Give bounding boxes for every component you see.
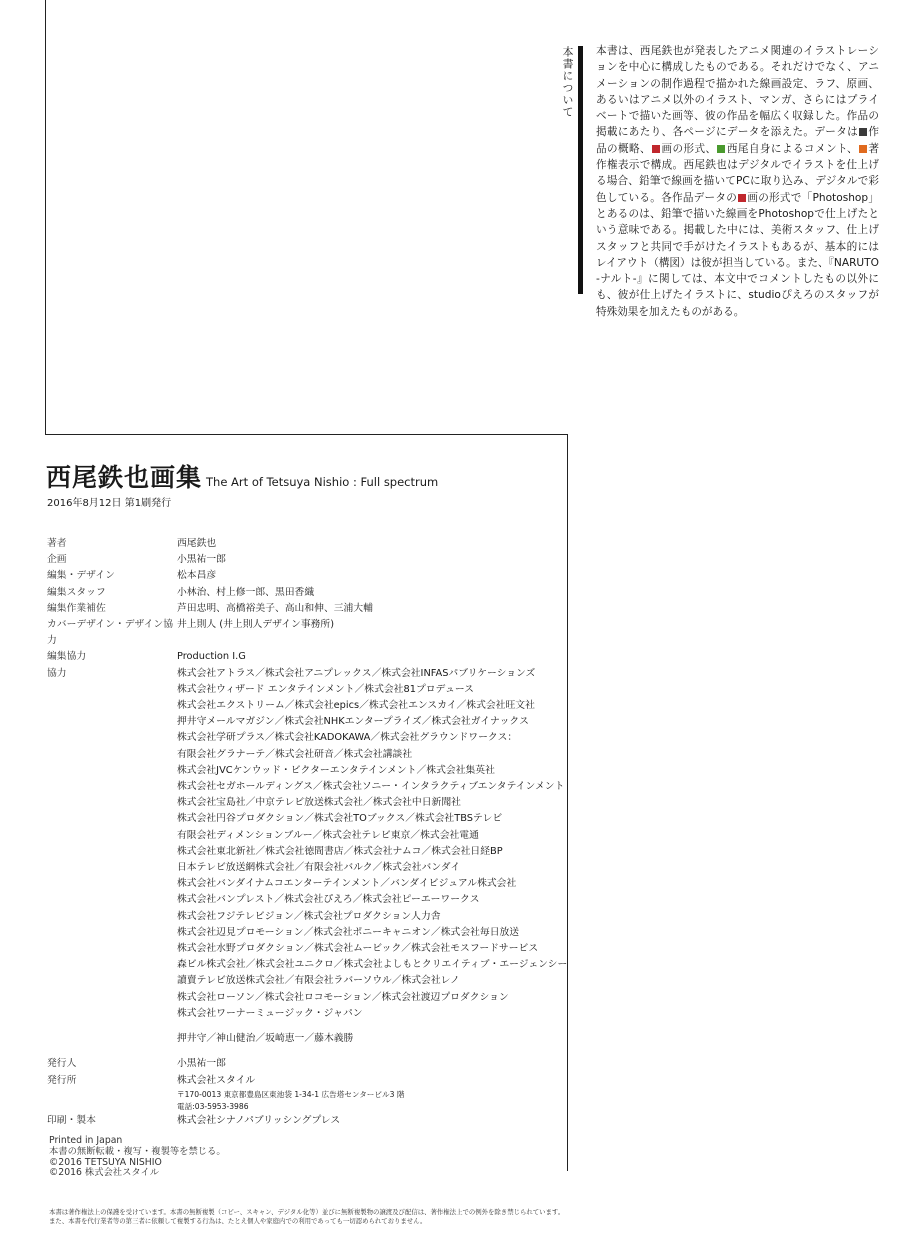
credit-values [177, 585, 567, 601]
comment-marker-icon [717, 145, 725, 153]
credit-row [47, 617, 567, 649]
credit-row [47, 1113, 567, 1129]
credit-row [47, 536, 567, 552]
credit-value: 有限会社グラナーテ／株式会社研音／株式会社講談社 [177, 748, 413, 760]
publisher-address: 〒170-0013 東京都豊島区東池袋 1-34-1 広告塔センタービル3 階 [177, 1089, 405, 1099]
credit-value: 株式会社水野プロダクション／株式会社ムービック／株式会社モスフードサービス [177, 943, 539, 955]
credit-value: 芦田忠明、高橋裕美子、高山和伸、三浦大輔 [177, 602, 373, 614]
printed-notice [49, 1136, 226, 1179]
credit-row [47, 649, 567, 665]
credit-value: 森ビル株式会社／株式会社ユニクロ／株式会社よしもとクリエイティブ・エージェンシー [177, 959, 568, 971]
credit-label: 協力 [47, 667, 67, 679]
book-title-jp: 西尾鉄也画集 [46, 463, 203, 492]
credit-value: 株式会社エクストリーム／株式会社epics／株式会社エンスカイ／株式会社旺文社 [177, 700, 535, 712]
credit-value: 株式会社シナノパブリッシングプレス [177, 1114, 341, 1126]
credit-value: 株式会社JVCケンウッド・ビクターエンタテインメント／株式会社集英社 [177, 764, 495, 776]
credit-value: 株式会社バンプレスト／株式会社ぴえろ／株式会社ピーエーワークス [177, 894, 480, 906]
credit-value: 日本テレビ放送網株式会社／有限会社バルク／株式会社バンダイ [177, 862, 461, 874]
credit-value: 小黒祐一郎 [177, 1058, 226, 1070]
credit-values [177, 601, 567, 617]
footer-line: 本書は著作権法上の保護を受けています。本書の無断複製（コピー、スキャン、デジタル化等）並びに無断複製物の譲渡及び配信は、著作権法上での例外を除き禁じられています。 [49, 1208, 565, 1216]
credit-label [47, 1031, 177, 1047]
credit-gap [47, 1022, 567, 1031]
credit-label: 発行人 [47, 1058, 77, 1070]
credit-value: 株式会社東北新社／株式会社徳間書店／株式会社ナムコ／株式会社日経BP [177, 845, 503, 857]
credit-values [177, 1073, 567, 1113]
credit-row [47, 552, 567, 568]
credit-value: 株式会社アトラス／株式会社アニプレックス／株式会社INFASパブリケーションズ [177, 667, 536, 679]
about-text-part: 画の形式、 [661, 142, 717, 155]
printed-line: Printed in Japan [49, 1135, 123, 1146]
credit-label: 編集スタッフ [47, 586, 106, 598]
credit-value: 株式会社ワーナーミュージック・ジャパン [177, 1007, 363, 1019]
credit-values [177, 1031, 567, 1047]
footer-line: また、本書を代行業者等の第三者に依頼して複製する行為は、たとえ個人や家庭内での利用であっても一切認められておりません。 [49, 1216, 427, 1225]
credit-row [47, 568, 567, 584]
credit-values [177, 536, 567, 552]
credit-value: 株式会社スタイル [177, 1074, 256, 1086]
printed-line: ©2016 TETSUYA NISHIO [49, 1156, 162, 1168]
credit-value: 株式会社ローソン／株式会社ロコモーション／株式会社渡辺プロダクション [177, 991, 509, 1003]
credit-row [47, 601, 567, 617]
credit-value: 株式会社宝島社／中京テレビ放送株式会社／株式会社中日新聞社 [177, 797, 461, 809]
credit-values [177, 1056, 567, 1072]
credit-value: 株式会社学研プラス／株式会社KADOKAWA／株式会社グラウンドワークス： [177, 732, 518, 744]
credit-value: 有限会社ディメンションブルー／株式会社テレビ東京／株式会社電通 [177, 829, 479, 841]
credit-label: カバーデザイン・デザイン協力 [47, 619, 173, 647]
frame-horizontal-line [45, 434, 568, 435]
credit-value: 株式会社辺見プロモーション／株式会社ポニーキャニオン／株式会社毎日放送 [177, 926, 520, 938]
credit-row [47, 1056, 567, 1072]
credit-label: 編集作業補佐 [47, 602, 106, 614]
credit-value: 株式会社フジテレビジョン／株式会社プロダクション人力舎 [177, 910, 441, 922]
about-text [596, 43, 879, 320]
credit-value: 小林治、村上修一郎、黒田香織 [177, 586, 315, 598]
copyright-footer [49, 1208, 564, 1226]
credit-values [177, 649, 567, 665]
publisher-address: 電話:03-5953-3986 [177, 1101, 249, 1111]
credit-row [47, 666, 567, 1022]
credit-value: 株式会社セガホールディングス／株式会社ソニー・インタラクティブエンタテインメント [177, 781, 565, 793]
credit-value: 株式会社バンダイナムコエンターテインメント／バンダイビジュアル株式会社 [177, 878, 517, 890]
book-title-en: The Art of Tetsuya Nishio : Full spectrum [206, 475, 439, 489]
copyright-marker-icon [859, 145, 867, 153]
credits-list [47, 536, 567, 1129]
format-marker-icon [652, 145, 660, 153]
credit-row [47, 1031, 567, 1047]
format-marker-icon [738, 194, 746, 202]
credit-label: 編集・デザイン [47, 570, 115, 582]
credit-label: 著者 [47, 538, 67, 549]
credit-gap [47, 1047, 567, 1056]
credit-value: 株式会社ウィザード エンタテインメント／株式会社81プロデュース [177, 683, 474, 695]
credit-value: Production I.G [177, 651, 246, 663]
summary-marker-icon [859, 128, 867, 136]
credit-value: 押井守メールマガジン／株式会社NHKエンタープライズ／株式会社ガイナックス [177, 716, 529, 728]
printed-line: 本書の無断転載・複写・複製等を禁じる。 [49, 1145, 226, 1157]
credit-value: 讀賣テレビ放送株式会社／有限会社ラバーソウル／株式会社レノ [177, 975, 460, 987]
credit-values [177, 1113, 567, 1129]
credit-value: 押井守／神山健治／坂崎恵一／藤木義勝 [177, 1033, 354, 1045]
credit-value: 小黒祐一郎 [177, 554, 226, 566]
frame-left-line [45, 0, 46, 435]
credit-value: 井上則人 (井上則人デザイン事務所) [177, 619, 335, 631]
credit-value: 西尾鉄也 [177, 538, 217, 549]
credit-value: 株式会社円谷プロダクション／株式会社TOブックス／株式会社TBSテレビ [177, 813, 503, 825]
credit-values [177, 552, 567, 568]
credit-values [177, 617, 567, 649]
publication-date: 2016年8月12日 第1刷発行 [47, 498, 172, 509]
book-title [46, 458, 438, 494]
credit-label: 企画 [47, 554, 67, 566]
credit-values [177, 568, 567, 584]
about-text-part: 本書は、西尾鉄也が発表したアニメ関連のイラストレーションを中心に構成したものである。それだけでなく、アニメーションの制作過程で描かれた線画設定、ラフ、原画、あるいはアニメ以外のイラスト、マンガ、さらにはプライベートで描いた画等、彼の作品を幅広く収録した。作品の掲載にあたり、各ページにデータを添えた。データは [596, 45, 879, 139]
about-text-part: 作品の概略、 [596, 126, 879, 155]
printed-line: ©2016 株式会社スタイル [49, 1167, 160, 1179]
credit-label: 印刷・製本 [47, 1114, 96, 1126]
credit-row [47, 585, 567, 601]
credit-label: 発行所 [47, 1074, 77, 1086]
about-text-part: 著作権表示で構成。西尾鉄也はデジタルでイラストを仕上げる場合、鉛筆で線画を描いてPCに取り込み、デジタルで彩色している。各作品データの [596, 142, 880, 204]
about-label: 本書について [561, 46, 574, 118]
credit-row [47, 1073, 567, 1113]
credit-values [177, 666, 567, 1022]
about-text-part: 西尾自身によるコメント、 [726, 142, 859, 155]
about-bar [578, 46, 583, 294]
credit-label: 編集協力 [47, 651, 87, 663]
about-text-part: 画の形式で「Photoshop」とあるのは、鉛筆で描いた線画をPhotoshopで仕上げたという意味である。掲載した中には、美術スタッフ、仕上げスタッフと共同で手がけたイラストもあるが、基本的にはレイアウト（構図）は彼が担当している。また、『NARUTO -ナルト-』に関しては、本文中でコメントしたもの以外にも、彼が仕上げたイラストに、studioぴえろのスタッフが特殊効果を加えたものがある。 [596, 191, 879, 318]
credit-value: 松本昌彦 [177, 570, 217, 582]
